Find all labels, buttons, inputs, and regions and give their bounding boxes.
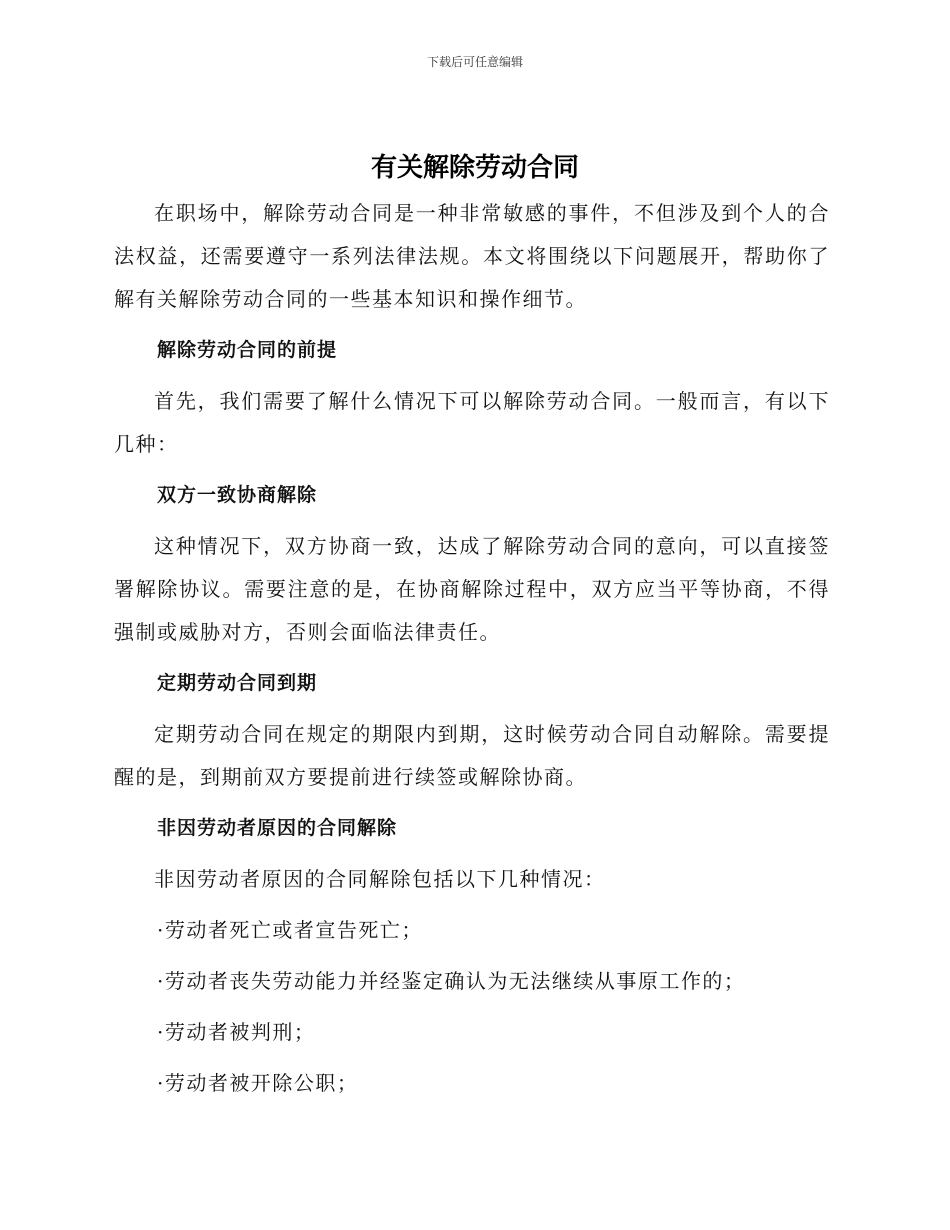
spacer (114, 952, 830, 960)
spacer (114, 901, 830, 909)
spacer (114, 1054, 830, 1062)
bullet-item: ·劳动者被开除公职； (157, 1071, 359, 1095)
bullet-item: ·劳动者被判刑； (157, 1020, 316, 1044)
section-body-premise: 首先，我们需要了解什么情况下可以解除劳动合同。一般而言，有以下几种： (114, 389, 830, 456)
spacer (114, 517, 830, 525)
spacer (114, 1003, 830, 1011)
section-heading-fixed-term: 定期劳动合同到期 (157, 672, 318, 694)
document-title: 有关解除劳动合同 (370, 153, 579, 183)
header-note: 下载后可任意编辑 (426, 55, 523, 69)
spacer (114, 799, 830, 807)
spacer (114, 850, 830, 858)
spacer (114, 321, 830, 329)
section-heading-premise: 解除劳动合同的前提 (157, 339, 338, 361)
section-body-mutual-agreement: 这种情况下，双方协商一致，达成了解除劳动合同的意向，可以直接签署解除协议。需要注意的是，在协商解除过程中，双方应当平等协商，不得强制或威胁对方，否则会面临法律责任。 (114, 534, 830, 644)
section-body-non-worker-cause: 非因劳动者原因的合同解除包括以下几种情况： (154, 867, 606, 891)
section-heading-mutual-agreement: 双方一致协商解除 (157, 484, 318, 506)
spacer (114, 654, 830, 662)
section-body-fixed-term: 定期劳动合同在规定的期限内到期，这时候劳动合同自动解除。需要提醒的是，到期前双方要提前进行续签或解除协商。 (114, 722, 830, 789)
bullet-item: ·劳动者丧失劳动能力并经鉴定确认为无法继续从事原工作的； (157, 969, 746, 993)
bullet-item: ·劳动者死亡或者宣告死亡； (157, 918, 423, 942)
spacer (114, 372, 830, 380)
intro-paragraph: 在职场中，解除劳动合同是一种非常敏感的事件，不但涉及到个人的合法权益，还需要遵守一系列法律法规。本文将围绕以下问题展开，帮助你了解有关解除劳动合同的一些基本知识和操作细节。 (114, 201, 830, 311)
spacer (114, 705, 830, 713)
document-body (114, 192, 830, 1105)
section-heading-non-worker-cause: 非因劳动者原因的合同解除 (157, 817, 398, 839)
spacer (114, 466, 830, 474)
